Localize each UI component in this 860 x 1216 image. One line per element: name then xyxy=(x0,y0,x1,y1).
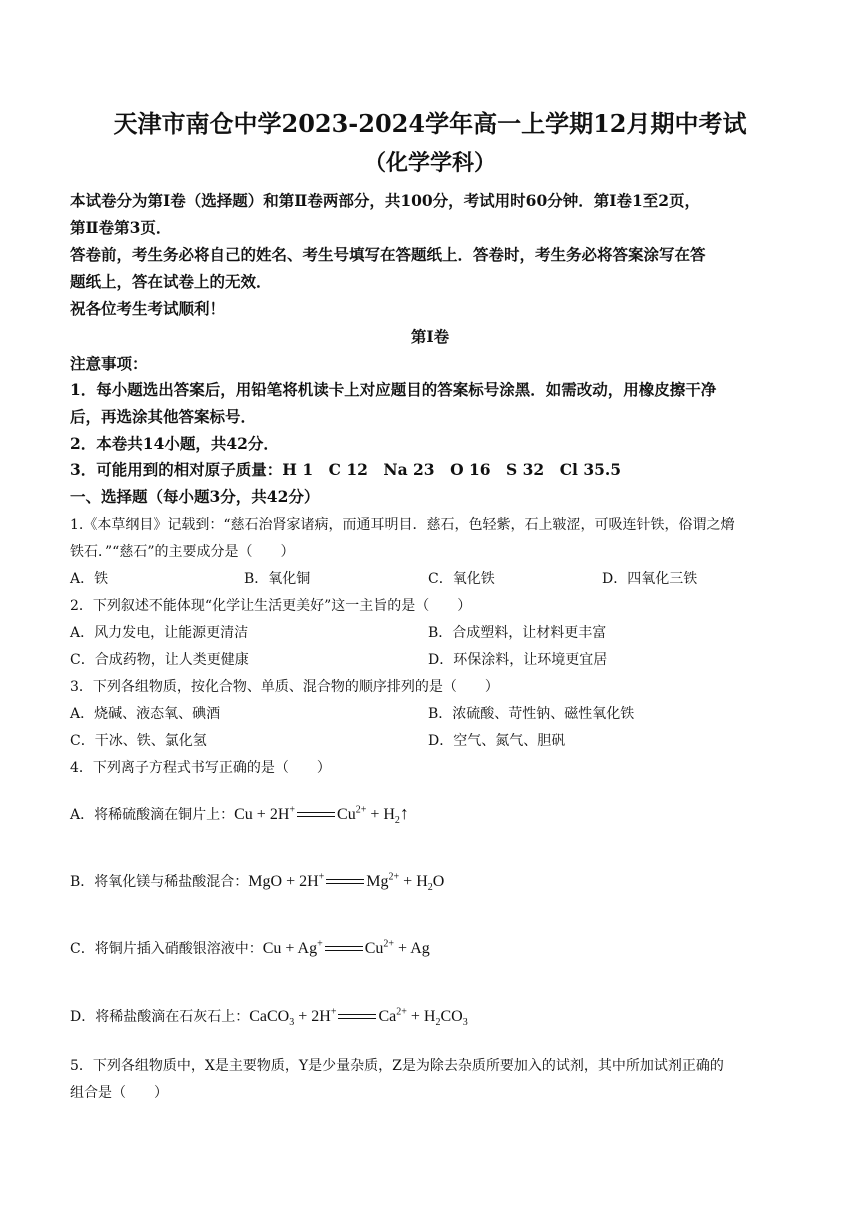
question-2-option-c: C．合成药物，让人类更健康 xyxy=(70,652,249,668)
notice-item: 1．每小题选出答案后，用铅笔将机读卡上对应题目的答案标号涂黑．如需改动，用橡皮擦干净 xyxy=(70,380,717,399)
page-title: 天津市南仓中学2023-2024学年高一上学期12月期中考试 xyxy=(113,109,747,138)
option-label: C．将铜片插入硝酸银溶液中： xyxy=(70,941,263,957)
notice-item: 2．本卷共14小题，共42分． xyxy=(70,434,279,453)
question-4-option-b xyxy=(70,871,445,894)
chemical-equation: MgO + 2H+ $Mg^{2+} + H_2O$ xyxy=(248,871,445,894)
equals-sign xyxy=(297,809,335,821)
question-4-option-c xyxy=(70,938,430,958)
intro-line: 祝各位考生考试顺利！ xyxy=(70,299,226,318)
question-1-stem: 1.《本草纲目》记载到：“慈石治肾家诸病，而通耳明目．慈石，色轻紫，石上皲涩，可吸连针铁，俗谓之熁 xyxy=(70,517,735,533)
question-1-option-c: C．氧化铁 xyxy=(428,571,495,587)
equals-sign xyxy=(338,1011,376,1023)
section-title: 一、选择题（每小题3分，共42分） xyxy=(70,487,320,506)
volume-title: 第Ⅰ卷 xyxy=(410,327,450,346)
question-3-stem: 3．下列各组物质，按化合物、单质、混合物的顺序排列的是（ ） xyxy=(70,679,499,695)
notice-heading: 注意事项： xyxy=(70,354,148,373)
option-label: D．将稀盐酸滴在石灰石上： xyxy=(70,1009,250,1025)
question-1-option-d: D．四氧化三铁 xyxy=(602,571,698,587)
intro-line: 第Ⅱ卷第3页． xyxy=(70,218,172,237)
question-2-stem: 2．下列叙述不能体现“化学让生活更美好”这一主旨的是（ ） xyxy=(70,598,472,614)
notice-item: 3．可能用到的相对原子质量：H 1 C 12 Na 23 O 16 S 32 Cl 35.5 xyxy=(70,460,622,479)
question-1-option-b: B．氧化铜 xyxy=(244,571,311,587)
option-label: B．将氧化镁与稀盐酸混合： xyxy=(70,874,249,890)
chemical-equation: Cu + 2H+ $Cu^{2+}$ + $H_2↑$ xyxy=(234,803,409,827)
option-label: A．将稀硫酸滴在铜片上： xyxy=(70,807,235,823)
intro-line: 本试卷分为第Ⅰ卷（选择题）和第Ⅱ卷两部分，共100分，考试用时60分钟．第Ⅰ卷1至2页， xyxy=(70,191,701,210)
question-4-option-d xyxy=(70,1006,468,1029)
question-5-stem: 组合是（ ） xyxy=(70,1085,168,1101)
question-2-option-b: B．合成塑料，让材料更丰富 xyxy=(428,625,607,641)
question-3-option-a: A．烧碱、液态氧、碘酒 xyxy=(70,706,221,722)
question-1-stem: 铁石．”“慈石”的主要成分是（ ） xyxy=(70,544,295,560)
chemical-equation: Cu + Ag+ $Cu^{2+} + Ag$ xyxy=(262,938,430,957)
question-4-stem: 4．下列离子方程式书写正确的是（ ） xyxy=(70,760,331,776)
question-2-option-d: D．环保涂料，让环境更宜居 xyxy=(428,652,608,668)
notice-item: 后，再选涂其他答案标号． xyxy=(70,407,257,426)
question-3-option-c: C．干冰、铁、氯化氢 xyxy=(70,733,207,749)
equals-sign xyxy=(325,943,363,955)
question-3-option-d: D．空气、氮气、胆矾 xyxy=(428,733,566,749)
intro-line: 答卷前，考生务必将自己的姓名、考生号填写在答题纸上．答卷时，考生务必将答案涂写在答 xyxy=(70,245,706,264)
question-3-option-b: B．浓硫酸、苛性钠、磁性氧化铁 xyxy=(428,706,635,722)
page-subtitle: （化学学科） xyxy=(363,150,496,176)
equals-sign xyxy=(326,876,364,888)
question-2-option-a: A．风力发电，让能源更清洁 xyxy=(70,625,249,641)
question-4-option-a xyxy=(70,803,409,827)
intro-line: 题纸上，答在试卷上的无效． xyxy=(70,272,272,291)
chemical-equation: CaCO$_3$ + 2H+ $Ca^{2+} + H_2CO_3$ xyxy=(249,1006,468,1029)
question-1-option-a: A．铁 xyxy=(70,571,109,587)
question-5-stem: 5．下列各组物质中，X是主要物质，Y是少量杂质，Z是为除去杂质所要加入的试剂，其中所加试剂正确的 xyxy=(70,1058,724,1074)
